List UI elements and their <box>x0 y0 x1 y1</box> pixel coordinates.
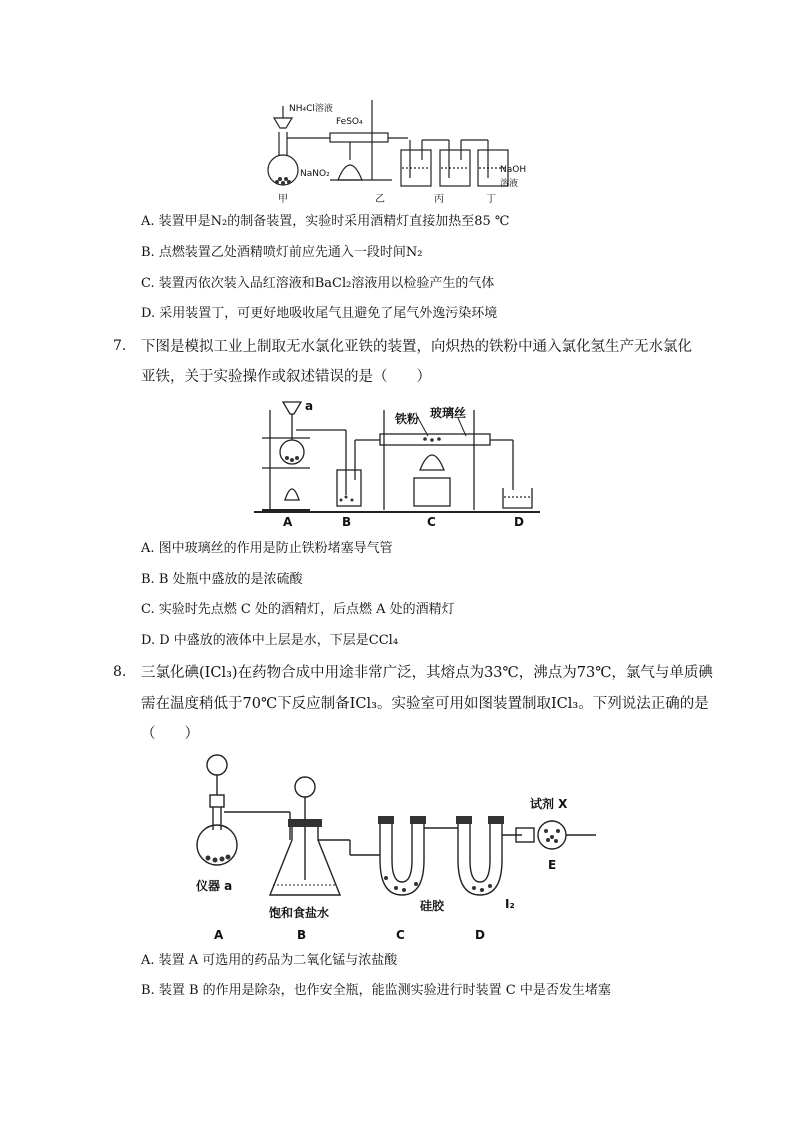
q6-label-ding: 丁 <box>486 194 496 205</box>
q6-option-b: B. 点燃装置乙处酒精喷灯前应先通入一段时间N₂ <box>141 245 423 260</box>
q8-option-b: B. 装置 B 的作用是除杂，也作安全瓶，能监测实验进行时装置 C 中是否发生堵塞 <box>141 983 611 998</box>
q6-label-jia: 甲 <box>278 194 288 205</box>
q8-label-C: C <box>396 928 405 942</box>
q7-option-a: A. 图中玻璃丝的作用是防止铁粉堵塞导气管 <box>141 541 393 556</box>
q6-option-a: A. 装置甲是N₂的制备装置，实验时采用酒精灯直接加热至85 ℃ <box>141 214 510 229</box>
q8-label-brine: 饱和食盐水 <box>269 906 330 920</box>
q6-option-d: D. 采用装置丁，可更好地吸收尾气且避免了尾气外逸污染环境 <box>141 306 498 321</box>
q7-label-A: A <box>283 515 293 529</box>
q8-stem-line3: （ ） <box>141 726 199 742</box>
q8-label-silica: 硅胶 <box>420 899 445 913</box>
q8-label-instrument-a: 仪器 a <box>196 879 233 893</box>
q8-number: 8. <box>113 664 127 680</box>
q7-option-d: D. D 中盛放的液体中上层是水，下层是CCl₄ <box>141 633 399 648</box>
q6-label-naoh: NaOH <box>500 165 527 175</box>
q8-option-a: A. 装置 A 可选用的药品为二氧化锰与浓盐酸 <box>141 953 398 968</box>
q6-label-feso4: FeSO₄ <box>336 117 363 127</box>
q8-stem-line2: 需在温度稍低于70℃下反应制备ICl₃。实验室可用如图装置制取ICl₃。下列说法正确的是 <box>141 696 709 712</box>
q8-stem-line1: 三氯化碘(ICl₃)在药物合成中用途非常广泛，其熔点为33℃，沸点为73℃，氯气与单质碘 <box>141 665 713 681</box>
q6-label-nano2: NaNO₂ <box>300 169 330 179</box>
q6-label-yi: 乙 <box>375 194 385 205</box>
q7-stem-line2: 亚铁，关于实验操作或叙述错误的是（ ） <box>141 369 431 385</box>
q7-stem-line1: 下图是模拟工业上制取无水氯化亚铁的装置，向炽热的铁粉中通入氯化氢生产无水氯化 <box>141 339 692 355</box>
q8-label-reagent-x: 试剂 X <box>530 797 568 811</box>
q7-label-D: D <box>514 515 524 529</box>
q8-label-B: B <box>297 928 307 942</box>
q6-option-c: C. 装置丙依次装入品红溶液和BaCl₂溶液用以检验产生的气体 <box>141 276 495 291</box>
q7-option-c: C. 实验时先点燃 C 处的酒精灯，后点燃 A 处的酒精灯 <box>141 602 455 617</box>
q7-label-glass: 玻璃丝 <box>430 406 467 420</box>
q6-label-solution: 溶液 <box>500 179 519 189</box>
q7-label-a: a <box>305 399 314 413</box>
q8-label-E: E <box>548 858 557 872</box>
q6-label-nh4cl: NH₄Cl溶液 <box>289 104 333 114</box>
q6-label-bing: 丙 <box>434 194 444 205</box>
q7-number: 7. <box>113 338 127 354</box>
q7-option-b: B. B 处瓶中盛放的是浓硫酸 <box>141 572 303 587</box>
q8-label-i2: I₂ <box>505 897 515 911</box>
q8-label-D: D <box>475 928 485 942</box>
q7-label-C: C <box>427 515 436 529</box>
q7-label-B: B <box>342 515 352 529</box>
q8-label-A: A <box>214 928 224 942</box>
q7-label-iron: 铁粉 <box>395 412 420 426</box>
